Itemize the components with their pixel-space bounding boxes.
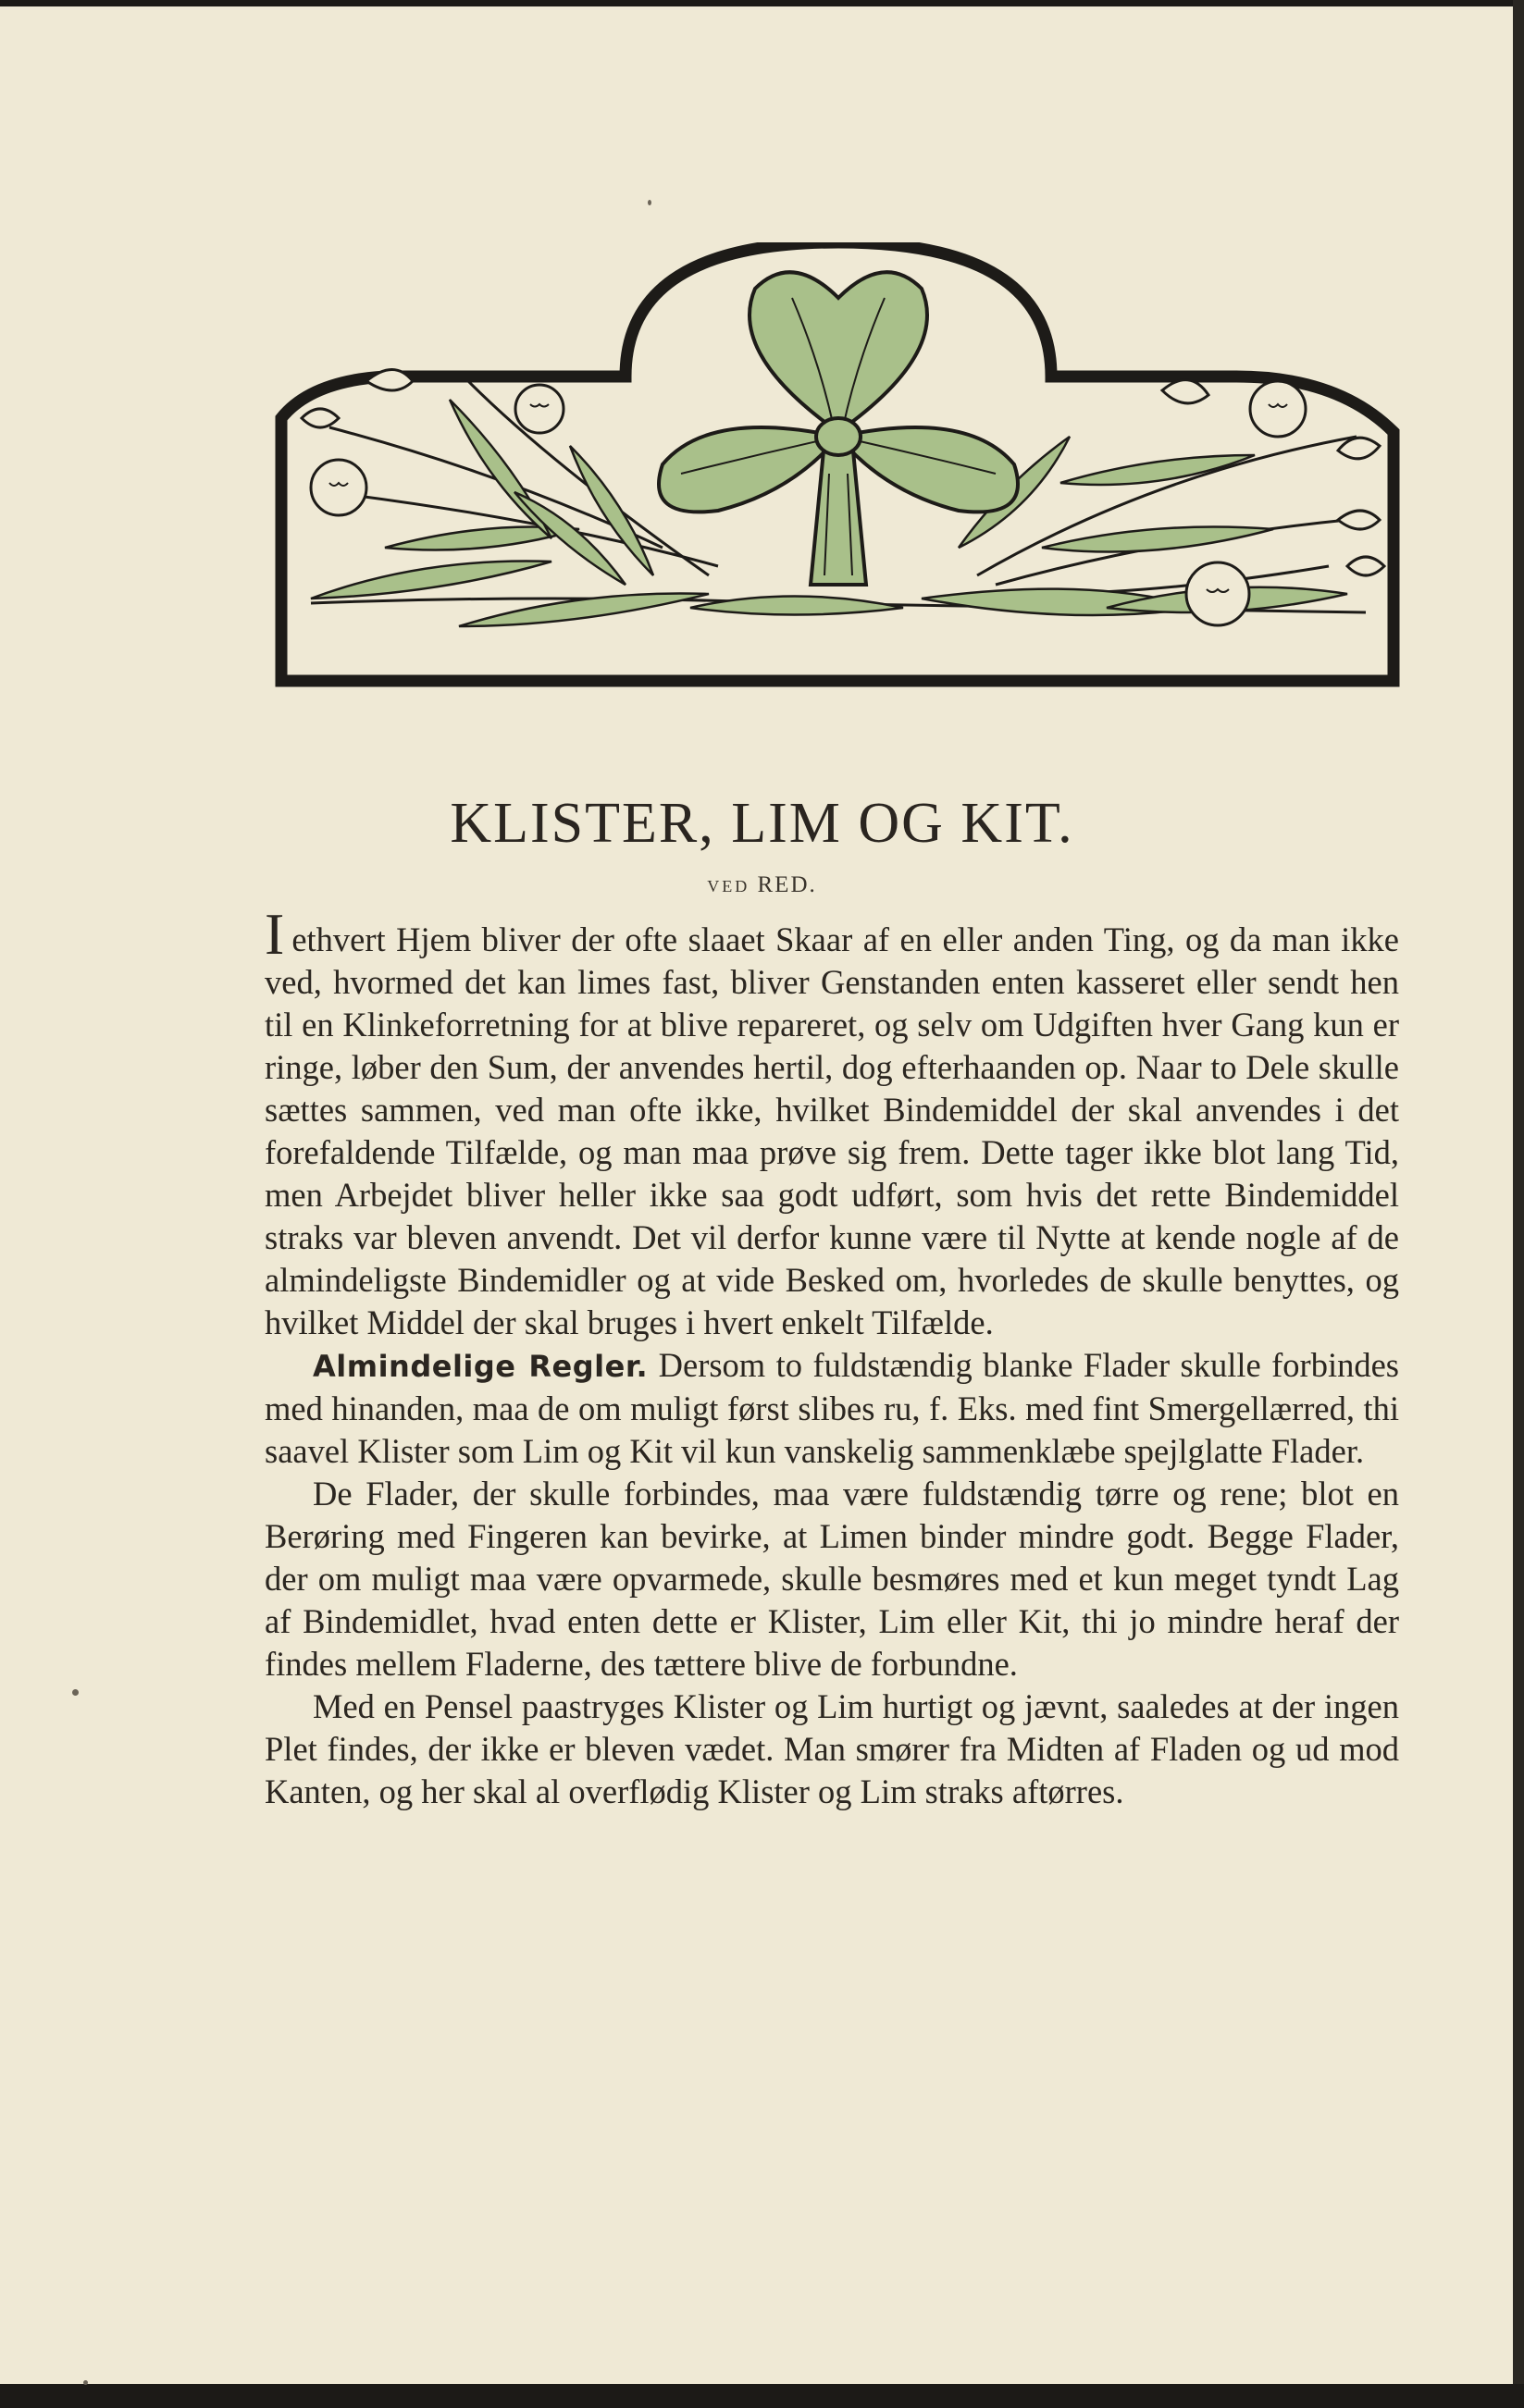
page-bottom-edge — [0, 2384, 1524, 2408]
flower-left-bottom — [311, 460, 366, 515]
paragraph-1 — [265, 901, 1399, 1344]
flower-left-top — [515, 385, 564, 433]
bow-knot — [816, 418, 861, 455]
article-body — [265, 901, 1400, 1813]
paper-speck — [72, 1689, 79, 1696]
page-top-edge — [0, 0, 1524, 6]
paragraph-1-text: ethvert Hjem bliver der ofte slaaet Skaar af en eller anden Ting, og da man ikke ved, hvormed det kan limes fast, bliver Genstanden enten kasseret eller sendt hen til en Klinkeforretning for at blive repareret, og selv om Udgiften hver Gang kun er ringe, løber den Sum, der anvendes hertil, dog efterhaanden op. Naar to Dele skulle sættes sammen, ved man ofte ikke, hvilket Bindemiddel der skal anvendes i det forefaldende Tilfælde, og man maa prøve sig frem. Dette tager ikke blot lang Tid, men Arbejdet bliver heller ikke saa godt udført, som hvis det rette Bindemiddel straks var bleven anvendt. Det vil derfor kunne være til Nytte at kende nogle af de almindeligste Bindemidler og at vide Besked om, hvorledes de skulle benyttes, og hvilket Middel der skal bruges i hvert enkelt Tilfælde. — [265, 920, 1399, 1341]
paper-speck — [83, 2380, 88, 2385]
section-heading-rules: Almindelige Regler. — [313, 1349, 649, 1384]
page-right-edge — [1513, 0, 1524, 2408]
byline-name: RED. — [757, 872, 817, 897]
flower-right-top — [1250, 381, 1306, 437]
decorative-headpiece — [274, 242, 1401, 692]
drop-cap: I — [265, 901, 285, 967]
byline — [0, 872, 1524, 898]
flower-right-bottom — [1186, 562, 1249, 625]
paper-speck — [648, 200, 651, 205]
page-title: KLISTER, LIM OG KIT. — [450, 792, 1074, 855]
paragraph-2-text: Dersom to fuldstændig blanke Flader skulle forbindes med hinanden, maa de om muligt først slibes ru, f. Eks. med fint Smergellærred, thi saavel Klister som Lim og Kit vil kun vanskelig sammenklæbe spejlglatte Flader. — [265, 1346, 1400, 1470]
paragraph-3: De Flader, der skulle forbindes, maa være fuldstændig tørre og rene; blot en Berøring med Fingeren kan bevirke, at Limen binder mindre godt. Begge Flader, der om muligt maa være opvarmede, skulle besmøres med et kun meget tyndt Lag af Bindemidlet, hvad enten dette er Klister, Lim eller Kit, thi jo mindre heraf der findes mellem Fladerne, des tættere blive de forbundne. — [265, 1475, 1399, 1683]
paragraph-4: Med en Pensel paastryges Klister og Lim hurtigt og jævnt, saaledes at der ingen Plet findes, der ikke er bleven vædet. Man smører fra Midten af Fladen og ud mod Kanten, og her skal al overflødig Klister og Lim straks aftørres. — [265, 1687, 1399, 1810]
byline-prefix: VED — [707, 877, 750, 895]
paragraph-2 — [265, 1344, 1399, 1473]
